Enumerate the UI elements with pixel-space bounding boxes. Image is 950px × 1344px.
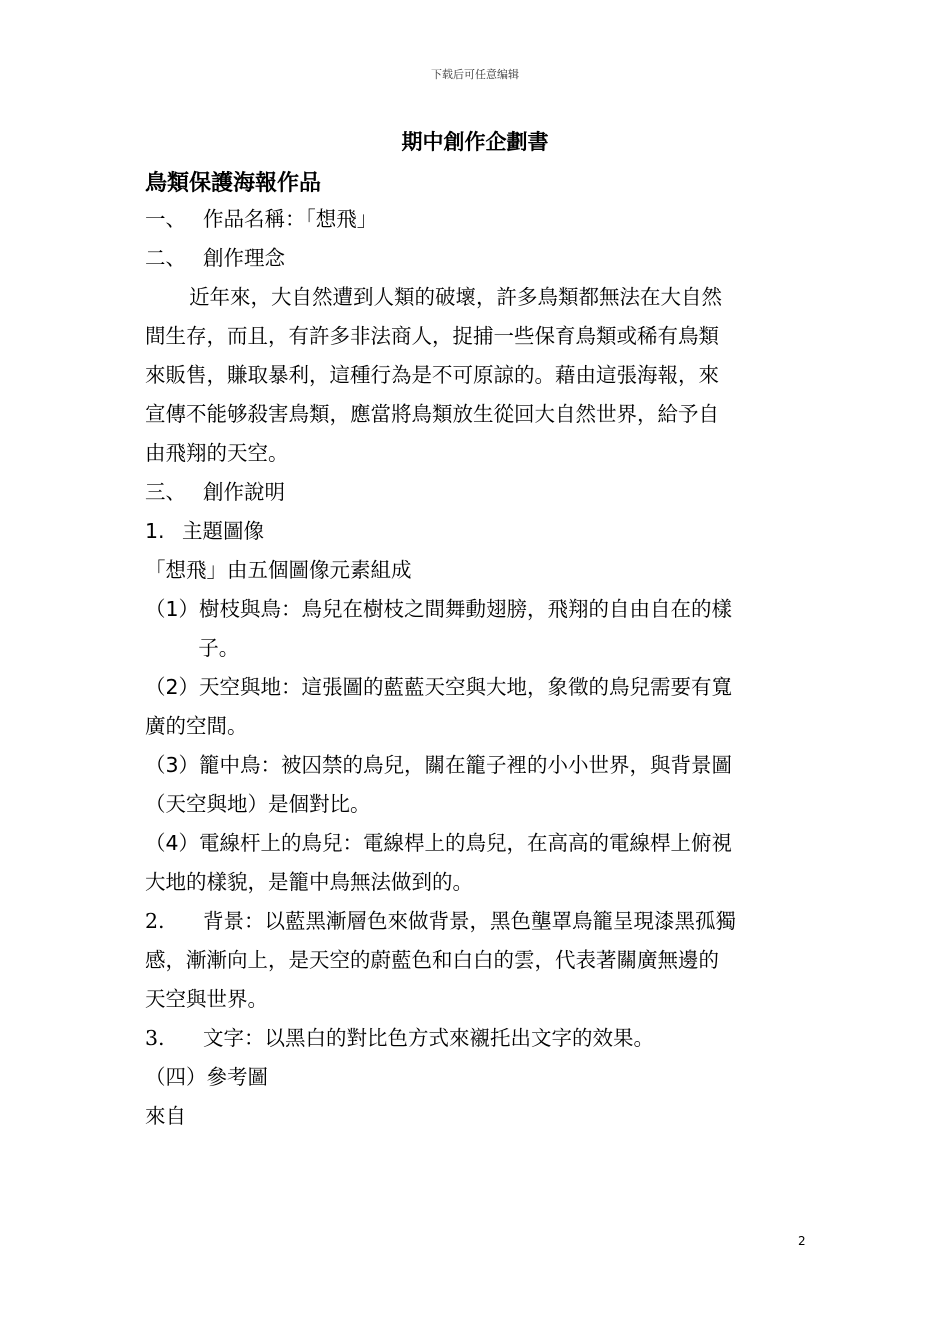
document-title: 期中創作企劃書	[401, 130, 549, 154]
page-number: 2	[798, 1234, 806, 1248]
section-2-marker: 二、	[145, 246, 186, 270]
point-2-line-1: 背景：以藍黑漸層色來做背景，黑色壟罩鳥籠呈現漆黑孤獨	[203, 909, 736, 933]
element-2-line-1: （2）天空與地：這張圖的藍藍天空與大地，象徵的鳥兒需要有寬	[145, 675, 733, 699]
element-4-line-1: （4）電線杆上的鳥兒：電線桿上的鳥兒，在高高的電線桿上俯視	[145, 831, 733, 855]
page-header-note: 下载后可任意编辑	[431, 68, 519, 81]
section-3-marker: 三、	[145, 480, 186, 504]
section-1-text: 作品名稱：「想飛」	[203, 207, 378, 231]
point-3	[145, 1019, 810, 1058]
concept-line: 由飛翔的天空。	[145, 441, 289, 465]
point-2	[145, 902, 810, 941]
concept-line: 來販售，賺取暴利，這種行為是不可原諒的。藉由這張海報，來	[145, 363, 719, 387]
point-2-line-3: 天空與世界。	[145, 987, 268, 1011]
section-2-text: 創作理念	[203, 246, 285, 270]
concept-line: 近年來，大自然遭到人類的破壞，許多鳥類都無法在大自然	[189, 285, 723, 309]
element-4-line-2: 大地的樣貌，是籠中鳥無法做到的。	[145, 870, 473, 894]
section-1-marker: 一、	[145, 207, 186, 231]
point-1-marker: 1.	[145, 519, 165, 543]
point-1	[145, 512, 810, 551]
document-subtitle: 鳥類保護海報作品	[145, 171, 322, 196]
element-1-line-2: 子。	[198, 636, 240, 660]
source-text: 來自	[145, 1104, 186, 1128]
point-2-line-2: 感，漸漸向上，是天空的蔚藍色和白白的雲，代表著關廣無邊的	[145, 948, 719, 972]
element-2-line-2: 廣的空間。	[145, 714, 248, 738]
point-3-text: 文字：以黑白的對比色方式來襯托出文字的效果。	[203, 1026, 654, 1050]
point-3-marker: 3.	[145, 1026, 165, 1050]
section-3	[145, 473, 810, 512]
concept-line: 間生存，而且，有許多非法商人，捉捕一些保育鳥類或稀有鳥類	[145, 324, 719, 348]
point-1-text: 主題圖像	[182, 519, 264, 543]
point-2-marker: 2.	[145, 909, 165, 933]
element-3-line-2: （天空與地）是個對比。	[145, 792, 371, 816]
section-3-text: 創作說明	[203, 480, 285, 504]
point-1-intro: 「想飛」由五個圖像元素組成	[145, 558, 412, 582]
section-2	[145, 239, 810, 278]
concept-line: 宣傳不能够殺害鳥類，應當將鳥類放生從回大自然世界，給予自	[145, 402, 719, 426]
document-body	[145, 200, 810, 1136]
element-1-line-1: （1）樹枝與鳥：鳥兒在樹枝之間舞動翅膀，飛翔的自由自在的樣	[145, 597, 733, 621]
element-3-line-1: （3）籠中鳥：被囚禁的鳥兒，關在籠子裡的小小世界，與背景圖	[145, 753, 733, 777]
section-4: （四）參考圖	[145, 1065, 268, 1089]
section-1	[145, 200, 810, 239]
